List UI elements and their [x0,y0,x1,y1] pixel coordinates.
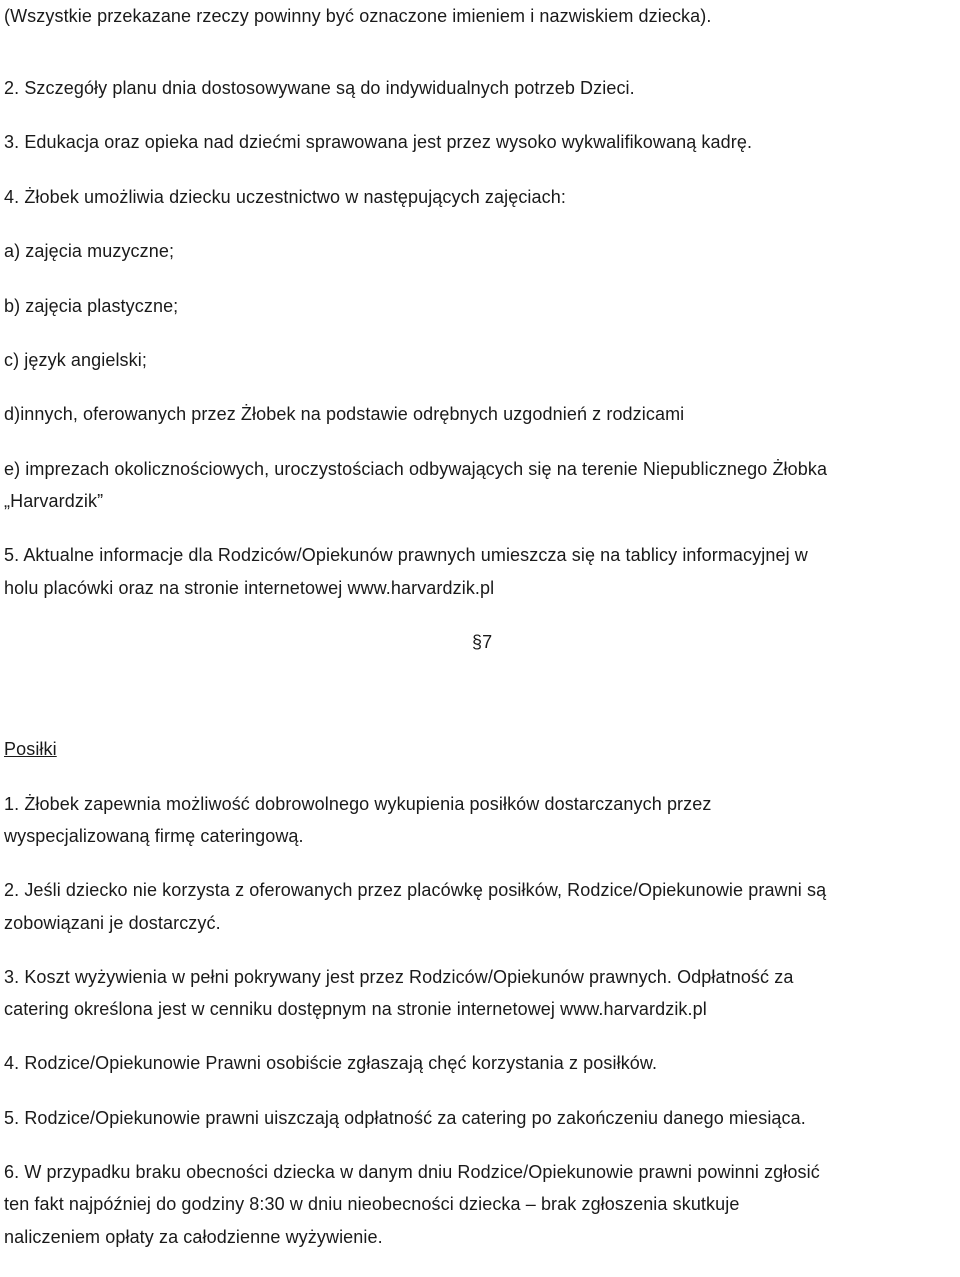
list-item-c: c) język angielski; [4,350,147,370]
paragraph-4: 4. Żłobek umożliwia dziecku uczestnictwo w następujących zajęciach: [4,187,566,207]
list-item-b: b) zajęcia plastyczne; [4,296,179,316]
list-item-a: a) zajęcia muzyczne; [4,241,175,261]
paragraph-2: 2. Szczegóły planu dnia dostosowywane są do indywidualnych potrzeb Dzieci. [4,78,635,98]
meals-4: 4. Rodzice/Opiekunowie Prawni osobiście zgłaszają chęć korzystania z posiłków. [4,1053,658,1073]
paragraph-5-line1: 5. Aktualne informacje dla Rodziców/Opiekunów prawnych umieszcza się na tablicy informacyjnej w [4,545,808,565]
meals-1-line1: 1. Żłobek zapewnia możliwość dobrowolnego wykupienia posiłków dostarczanych przez [4,794,712,814]
section-number: §7 [472,632,493,652]
meals-3-line2: catering określona jest w cenniku dostępnym na stronie internetowej www.harvardzik.pl [4,999,707,1019]
meals-1-line2: wyspecjalizowaną firmę cateringową. [4,826,304,846]
list-item-e-line1: e) imprezach okolicznościowych, uroczystościach odbywających się na terenie Niepublicznego Żłobka [4,459,828,479]
meals-3-line1: 3. Koszt wyżywienia w pełni pokrywany jest przez Rodziców/Opiekunów prawnych. Odpłatność za [4,967,794,987]
meals-6-line1: 6. W przypadku braku obecności dziecka w danym dniu Rodzice/Opiekunowie prawni powinni zgłosić [4,1162,820,1182]
meals-2-line1: 2. Jeśli dziecko nie korzysta z oferowanych przez placówkę posiłków, Rodzice/Opiekunowie prawni są [4,880,827,900]
meals-6-line3: naliczeniem opłaty za całodzienne wyżywienie. [4,1227,383,1247]
section-title: Posiłki [4,739,57,759]
paragraph-5-line2: holu placówki oraz na stronie internetowej www.harvardzik.pl [4,578,495,598]
meals-6-line2: ten fakt najpóźniej do godziny 8:30 w dniu nieobecności dziecka – brak zgłoszenia skutkuje [4,1194,740,1214]
list-item-d: d)innych, oferowanych przez Żłobek na podstawie odrębnych uzgodnień z rodzicami [4,404,685,424]
intro-note: (Wszystkie przekazane rzeczy powinny być oznaczone imieniem i nazwiskiem dziecka). [4,6,712,26]
paragraph-3: 3. Edukacja oraz opieka nad dziećmi sprawowana jest przez wysoko wykwalifikowaną kadrę. [4,132,753,152]
meals-5: 5. Rodzice/Opiekunowie prawni uiszczają odpłatność za catering po zakończeniu danego miesiąca. [4,1108,806,1128]
list-item-e-line2: „Harvardzik” [4,491,104,511]
meals-2-line2: zobowiązani je dostarczyć. [4,913,221,933]
